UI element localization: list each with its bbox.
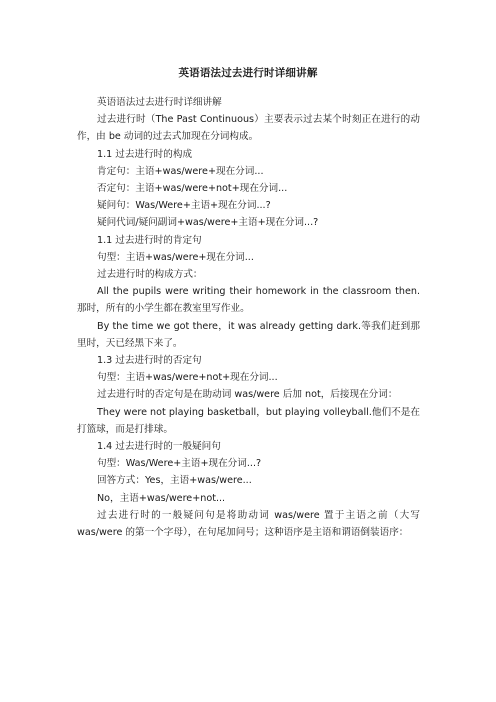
section-heading: 1.1 过去进行时的肯定句 (97, 234, 202, 246)
document-body (77, 94, 420, 541)
paragraph: 过去进行时的一般疑问句是将助动词 was/were 置于主语之前（大写 was/were 的第一个字母），在句尾加问号；这种语序是主语和谓语倒装语序： (77, 509, 420, 539)
paragraph: 否定句：主语+was/were+not+现在分词... (97, 183, 288, 195)
paragraph: 句型：Was/Were+主语+现在分词...? (97, 458, 262, 470)
paragraph: 过去进行时的否定句是在助动词 was/were 后加 not，后接现在分词： (97, 389, 398, 401)
paragraph: 句型：主语+was/were+not+现在分词... (97, 372, 278, 384)
paragraph: No，主语+was/were+not... (97, 492, 226, 504)
paragraph: 过去进行时（The Past Continuous）主要表示过去某个时刻正在进行的动作，由 be 动词的过去式加现在分词构成。 (77, 114, 420, 143)
paragraph: 回答方式：Yes，主语+was/were... (97, 475, 252, 487)
section-heading: 1.3 过去进行时的否定句 (97, 355, 202, 367)
example-sentence: By the time we got there，it was already getting dark.等我们赶到那里时，天已经黑下来了。 (77, 320, 420, 349)
paragraph: 疑问句：Was/Were+主语+现在分词...? (97, 200, 271, 212)
section-heading: 1.4 过去进行时的一般疑问句 (97, 441, 221, 453)
paragraph: 肯定句：主语+was/were+现在分词... (97, 165, 264, 177)
document-title: 英语语法过去进行时详细讲解 (178, 67, 318, 79)
paragraph: 过去进行时的构成方式： (97, 269, 203, 281)
example-sentence: All the pupils were writing their homework in the classroom then.那时，所有的小学生都在教室里写作业。 (77, 286, 420, 315)
paragraph: 句型：主语+was/were+现在分词... (97, 251, 254, 263)
example-sentence: They were not playing basketball，but playing volleyball.他们不是在打篮球，而是打排球。 (77, 406, 420, 435)
paragraph: 疑问代词/疑问副词+was/were+主语+现在分词...? (97, 217, 319, 229)
section-heading: 1.1 过去进行时的构成 (97, 148, 193, 160)
paragraph: 英语语法过去进行时详细讲解 (97, 97, 222, 108)
